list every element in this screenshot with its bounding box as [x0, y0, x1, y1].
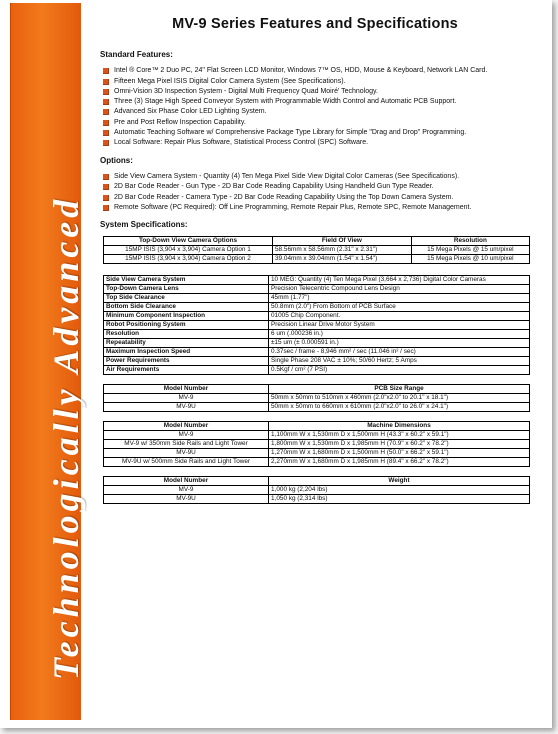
table-row: [104, 294, 530, 303]
table-header: Machine Dimensions: [269, 422, 530, 431]
table-cell: 1,000 kg (2,204 lbs): [269, 486, 530, 495]
table-row: [104, 449, 530, 458]
table-row: [104, 330, 530, 339]
machine-dimensions-table: [103, 421, 530, 467]
table-cell: 15 Mega Pixels @ 15 um/pixel: [411, 246, 529, 255]
table-cell: MV-9U: [104, 403, 269, 412]
spec-label: Resolution: [104, 330, 269, 339]
table-row: [104, 357, 530, 366]
table-cell: 1,270mm W x 1,680mm D x 1,500mm H (50.0" x 66.2" x 59.1"): [269, 449, 530, 458]
table-cell: 1,800mm W x 1,530mm D x 1,985mm H (70.9" x 60.2" x 78.2"): [269, 440, 530, 449]
table-cell: 50mm x 50mm to 660mm x 610mm (2.0"x2.0" to 26.0" x 24.1"): [269, 403, 530, 412]
table-cell: 2,270mm W x 1,680mm D x 1,985mm H (89.4" x 66.2" x 78.2"): [269, 458, 530, 467]
options-list: [100, 172, 540, 213]
table-row: [104, 366, 530, 375]
spec-value: 45mm (1.77"): [269, 294, 530, 303]
table-cell: 39.04mm x 39.04mm (1.54" x 1.54"): [273, 255, 412, 264]
table-cell: 58.56mm x 58.56mm (2.31" x 2.31"): [273, 246, 412, 255]
table-row: [104, 285, 530, 294]
table-header-row: [104, 237, 530, 246]
spec-label: Robot Positioning System: [104, 321, 269, 330]
table-cell: MV-9U: [104, 449, 269, 458]
table-row: [104, 486, 530, 495]
side-banner-text: Technologically Advanced: [46, 195, 86, 680]
options-heading: Options:: [100, 155, 133, 165]
table-cell: 15 Mega Pixels @ 10 um/pixel: [411, 255, 529, 264]
list-item: 2D Bar Code Reader - Gun Type - 2D Bar Code Reading Capability Using Handheld Gun Type Reader.: [100, 182, 540, 192]
table-header: PCB Size Range: [269, 385, 530, 394]
page-title: MV-9 Series Features and Specifications: [172, 16, 458, 32]
list-item: Fifteen Mega Pixel ISIS Digital Color Camera System (See Specifications).: [100, 77, 540, 87]
table-cell: 1,100mm W x 1,530mm D x 1,500mm H (43.3" x 60.2" x 59.1"): [269, 431, 530, 440]
table-row: [104, 348, 530, 357]
spec-value: Single Phase 208 VAC ± 10%; 50/60 Hertz; 5 Amps: [269, 357, 530, 366]
table-row: [104, 276, 530, 285]
table-row: [104, 403, 530, 412]
spec-value: 0.37sec / frame - 8,946 mm² / sec (11.046 in² / sec): [269, 348, 530, 357]
spec-label: Air Requirements: [104, 366, 269, 375]
list-item: Automatic Teaching Software w/ Comprehensive Package Type Library for Simple "Drag and Drop" Programming.: [100, 128, 540, 138]
list-item: Three (3) Stage High Speed Conveyor System with Programmable Width Control and Automatic PCB Support.: [100, 97, 540, 107]
table-header-row: [104, 385, 530, 394]
table-row: [104, 321, 530, 330]
list-item: Omni-Vision 3D Inspection System - Digital Multi Frequency Quad Moiré' Technology.: [100, 87, 540, 97]
spec-value: Precision Telecentric Compound Lens Design: [269, 285, 530, 294]
main-content: [100, 50, 540, 513]
standard-features-list: [100, 66, 540, 148]
table-cell: 15MP ISIS (3,904 x 3,904) Camera Option 2: [104, 255, 273, 264]
list-item: Pre and Post Reflow Inspection Capability.: [100, 118, 540, 128]
table-cell: MV-9: [104, 394, 269, 403]
table-header: Model Number: [104, 477, 269, 486]
table-cell: 15MP ISIS (3,904 x 3,904) Camera Option 1: [104, 246, 273, 255]
table-row: [104, 440, 530, 449]
table-cell: MV-9U: [104, 495, 269, 504]
table-header: Weight: [269, 477, 530, 486]
list-item: Intel ® Core™ 2 Duo PC, 24" Flat Screen LCD Monitor, Windows 7™ OS, HDD, Mouse & Keyboard, Network LAN Card.: [100, 66, 540, 76]
spec-label: Top-Down Camera Lens: [104, 285, 269, 294]
camera-options-table: [103, 236, 530, 264]
table-cell: MV-9U w/ 500mm Side Rails and Light Tower: [104, 458, 269, 467]
spec-value: 10 MEG: Quantity (4) Ten Mega Pixel (3,664 x 2,736) Digital Color Cameras: [269, 276, 530, 285]
spec-value: ±15 um (± 0.000591 in.): [269, 339, 530, 348]
table-cell: 1,050 kg (2,314 lbs): [269, 495, 530, 504]
list-item: Side View Camera System - Quantity (4) Ten Mega Pixel Side View Digital Color Cameras (See Specifications).: [100, 172, 540, 182]
spec-label: Side View Camera System: [104, 276, 269, 285]
weight-table: [103, 476, 530, 504]
table-row: [104, 458, 530, 467]
table-header: Resolution: [411, 237, 529, 246]
table-cell: MV-9 w/ 350mm Side Rails and Light Tower: [104, 440, 269, 449]
table-row: [104, 431, 530, 440]
table-row: [104, 255, 530, 264]
table-row: [104, 312, 530, 321]
table-header: Top-Down View Camera Options: [104, 237, 273, 246]
system-specs-heading: System Specifications:: [100, 220, 188, 230]
table-header-row: [104, 477, 530, 486]
table-cell: 50mm x 50mm to 510mm x 460mm (2.0"x2.0" to 20.1" x 18.1"): [269, 394, 530, 403]
table-row: [104, 339, 530, 348]
table-header: Model Number: [104, 385, 269, 394]
standard-features-heading: Standard Features:: [100, 50, 173, 59]
table-row: [104, 495, 530, 504]
table-header: Model Number: [104, 422, 269, 431]
spec-label: Maximum Inspection Speed: [104, 348, 269, 357]
specifications-table: [103, 275, 530, 375]
table-row: [104, 303, 530, 312]
spec-value: 0.5Kgf / cm² (7 PSI): [269, 366, 530, 375]
table-header: Field Of View: [273, 237, 412, 246]
pcb-size-table: [103, 384, 530, 412]
spec-value: 01005 Chip Component.: [269, 312, 530, 321]
spec-value: Precision Linear Drive Motor System: [269, 321, 530, 330]
list-item: Advanced Six Phase Color LED Lighting System.: [100, 107, 540, 117]
table-cell: MV-9: [104, 431, 269, 440]
list-item: Remote Software (PC Required): Off Line Programming, Remote Repair Plus, Remote SPC, Remote Management.: [100, 203, 540, 213]
spec-value: 50.8mm (2.0") From Bottom of PCB Surface: [269, 303, 530, 312]
table-header-row: [104, 422, 530, 431]
spec-label: Top Side Clearance: [104, 294, 269, 303]
spec-label: Minimum Component Inspection: [104, 312, 269, 321]
spec-label: Bottom Side Clearance: [104, 303, 269, 312]
table-row: [104, 246, 530, 255]
table-cell: MV-9: [104, 486, 269, 495]
list-item: 2D Bar Code Reader - Camera Type - 2D Bar Code Reading Capability Using the Top Down Camera System.: [100, 193, 540, 203]
spec-value: 6 um (.000236 in.): [269, 330, 530, 339]
list-item: Local Software: Repair Plus Software, Statistical Process Control (SPC) Software.: [100, 138, 540, 148]
spec-label: Power Requirements: [104, 357, 269, 366]
spec-label: Repeatability: [104, 339, 269, 348]
table-row: [104, 394, 530, 403]
